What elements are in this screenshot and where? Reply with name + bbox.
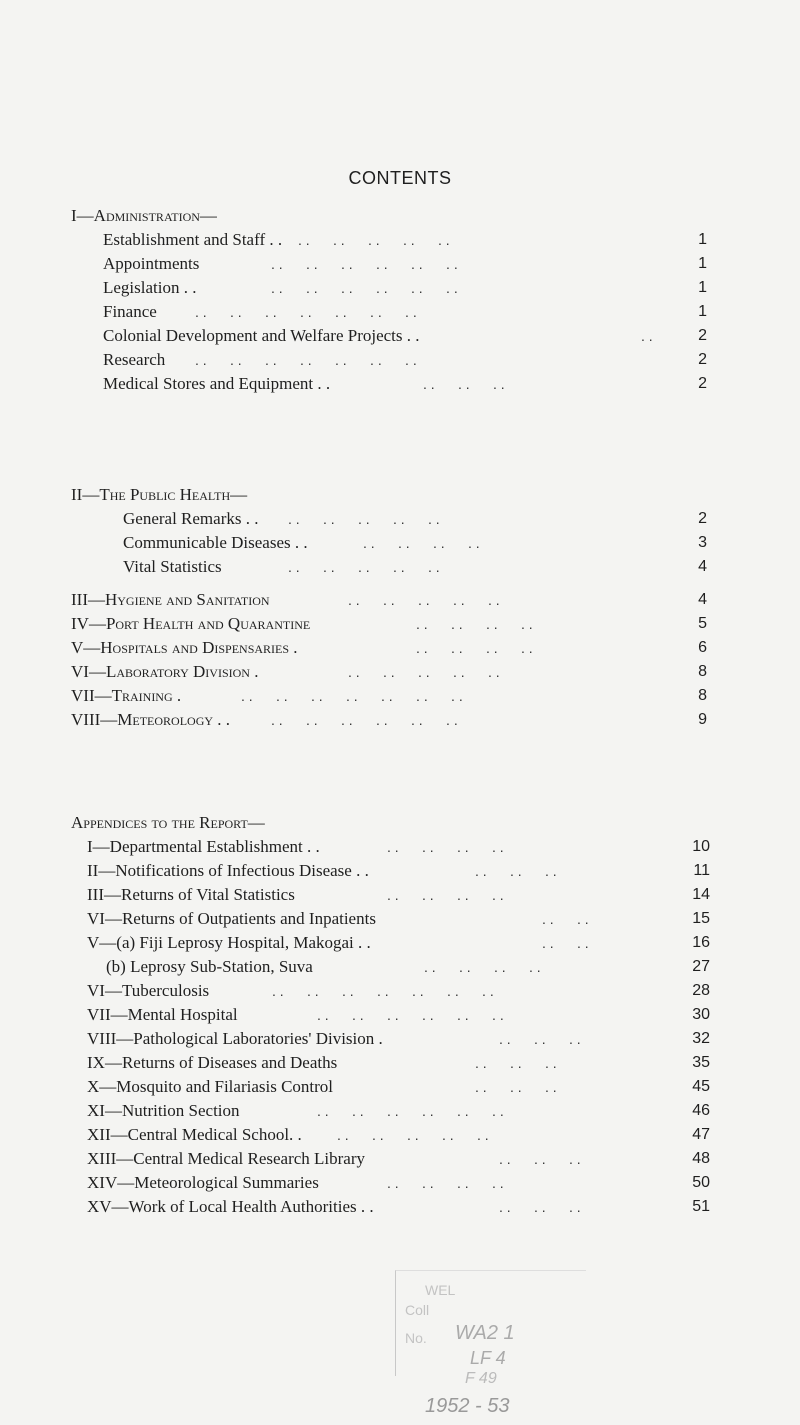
leader-dots: . . . . . . [423, 376, 505, 392]
leader-dots: . . . . . . . . . . . . . . [195, 304, 417, 320]
toc-entry-label: VIII—Meteorology . . [71, 710, 231, 729]
leader-dots: . . . . . . . . . . [348, 592, 500, 608]
leader-dots: . . . . . . . . . . [288, 511, 440, 527]
toc-entry-label: VII—Training . [71, 686, 182, 705]
leader-dots: . . . . . . . . . . . . [317, 1007, 504, 1023]
toc-entry[interactable] [87, 1099, 710, 1123]
toc-entry-page: 8 [698, 663, 707, 680]
toc-entry-page: 14 [692, 886, 710, 903]
toc-entry-label: V—Hospitals and Dispensaries . [71, 638, 298, 657]
toc-entry-page: 3 [698, 534, 707, 551]
toc-entry-page: 50 [692, 1174, 710, 1191]
toc-entry-page: 46 [692, 1102, 710, 1119]
leader-dots: . . . . . . . . [363, 535, 480, 551]
toc-entry-page: 10 [692, 838, 710, 855]
toc-entry-page: 6 [698, 639, 707, 656]
toc-entry-label: I—Departmental Establishment . . [87, 837, 320, 856]
toc-entry-page: 2 [698, 375, 707, 392]
leader-dots: . . . . . . . . . . . . [271, 712, 458, 728]
toc-entry-label: XII—Central Medical School. . [87, 1125, 302, 1144]
stamp-text: No. [405, 1330, 427, 1346]
toc-entry-label: XV—Work of Local Health Authorities . . [87, 1197, 374, 1216]
toc-entry[interactable] [87, 1147, 710, 1171]
toc-entry[interactable] [103, 276, 707, 300]
toc-entry-label: Research [103, 350, 166, 369]
toc-entry[interactable] [103, 324, 707, 348]
toc-entry-page: 2 [698, 510, 707, 527]
toc-entry[interactable] [71, 612, 707, 636]
toc-entry-label: IV—Port Health and Quarantine [71, 614, 311, 633]
leader-dots: . . . . . . . . . . [348, 664, 500, 680]
toc-entry-page: 1 [698, 231, 707, 248]
library-stamp [395, 1270, 595, 1417]
leader-dots: . . . . . . . . . . [337, 1127, 489, 1143]
toc-entry[interactable] [123, 555, 707, 579]
toc-entry[interactable] [87, 1075, 710, 1099]
leader-dots: . . . . . . . . . . [288, 559, 440, 575]
leader-dots: . . . . . . . . [416, 616, 533, 632]
leader-dots: . . . . . . [475, 863, 557, 879]
toc-entry-label: Establishment and Staff . . [103, 230, 283, 249]
toc-entry[interactable] [71, 588, 707, 612]
toc-entry[interactable] [87, 1003, 710, 1027]
leader-dots: . . . . . . [475, 1079, 557, 1095]
stamp-text: WEL [425, 1282, 456, 1298]
leader-dots: . . . . . . . . . . . . . . [272, 983, 494, 999]
toc-entry-label: Colonial Development and Welfare Projects . . [103, 326, 420, 345]
toc-entry[interactable] [71, 636, 707, 660]
toc-entry-label: VIII—Pathological Laboratories' Division . [87, 1029, 383, 1048]
leader-dots: . . . . . . [499, 1151, 581, 1167]
toc-entry[interactable] [106, 955, 710, 979]
handwritten-note: LF 4 [470, 1348, 506, 1368]
toc-entry-label: IX—Returns of Diseases and Deaths [87, 1053, 338, 1072]
toc-entry-page: 15 [692, 910, 710, 927]
handwritten-note: 1952 - 53 [425, 1395, 510, 1417]
toc-entry-page: 8 [698, 687, 707, 704]
toc-entry-label: Appointments [103, 254, 200, 273]
page-title: CONTENTS [348, 168, 452, 188]
toc-entry[interactable] [103, 252, 707, 276]
toc-entry-label: XI—Nutrition Section [87, 1101, 240, 1120]
toc-entry[interactable] [87, 1027, 710, 1051]
toc-entry-label: II—Notifications of Infectious Disease . . [87, 861, 369, 880]
toc-entry-label: Vital Statistics [123, 557, 222, 576]
toc-entry[interactable] [87, 1123, 710, 1147]
toc-entry-page: 30 [692, 1006, 710, 1023]
leader-dots: . . . . [542, 935, 589, 951]
leader-dots: . . . . . . . . . . . . . . [195, 352, 417, 368]
leader-dots: . . . . . . [499, 1031, 581, 1047]
toc-entry-page: 28 [692, 982, 710, 999]
leader-dots: . . . . . . [499, 1199, 581, 1215]
toc-entry-page: 32 [692, 1030, 710, 1047]
toc-entry[interactable] [103, 372, 707, 396]
toc-entry-label: V—(a) Fiji Leprosy Hospital, Makogai . . [87, 933, 371, 952]
toc-entry-page: 2 [698, 351, 707, 368]
toc-entry-label: VII—Mental Hospital [87, 1005, 238, 1024]
toc-entry-label: XIII—Central Medical Research Library [87, 1149, 366, 1168]
leader-dots: . . . . . . [475, 1055, 557, 1071]
toc-entry[interactable] [123, 531, 707, 555]
toc-entry-label: Legislation . . [103, 278, 197, 297]
toc-entry[interactable] [71, 660, 707, 684]
toc-entry-label: X—Mosquito and Filariasis Control [87, 1077, 334, 1096]
leader-dots: . . . . . . . . . . . . [271, 280, 458, 296]
toc-entry-label: III—Hygiene and Sanitation [71, 590, 270, 609]
toc-entry[interactable] [87, 1171, 710, 1195]
toc-entry-page: 16 [692, 934, 710, 951]
toc-entry[interactable] [87, 835, 710, 859]
leader-dots: . . . . . . . . . . . . [271, 256, 458, 272]
toc-entry-page: 35 [692, 1054, 710, 1071]
section-heading-public-health: II—The Public Health— [71, 485, 248, 504]
toc-entry-page: 2 [698, 327, 707, 344]
toc-entry-page: 27 [692, 958, 710, 975]
toc-entry-label: VI—Returns of Outpatients and Inpatients [87, 909, 376, 928]
toc-entry-page: 51 [692, 1198, 710, 1215]
toc-entry-label: VI—Tuberculosis [87, 981, 210, 1000]
leader-dots: . . . . . . . . [424, 959, 541, 975]
toc-entry-label: VI—Laboratory Division . [71, 662, 259, 681]
toc-entry-page: 1 [698, 279, 707, 296]
toc-entry-label: General Remarks . . [123, 509, 259, 528]
toc-entry[interactable] [87, 931, 710, 955]
toc-entry-label: (b) Leprosy Sub-Station, Suva [106, 957, 313, 976]
toc-entry[interactable] [87, 907, 710, 931]
handwritten-note: F 49 [465, 1370, 497, 1387]
toc-entry[interactable] [87, 883, 710, 907]
toc-entry-page: 1 [698, 255, 707, 272]
leader-dots: . . . . . . . . . . [298, 232, 450, 248]
leader-dots: . . [641, 328, 653, 344]
toc-entry[interactable] [87, 859, 710, 883]
handwritten-note: WA2 1 [455, 1322, 515, 1344]
toc-entry-page: 4 [698, 558, 707, 575]
toc-entry[interactable] [87, 979, 710, 1003]
leader-dots: . . . . . . . . . . . . [317, 1103, 504, 1119]
toc-entry-page: 9 [698, 711, 707, 728]
toc-entry-page: 48 [692, 1150, 710, 1167]
toc-entry-label: Medical Stores and Equipment . . [103, 374, 331, 393]
toc-entry-label: Communicable Diseases . . [123, 533, 308, 552]
toc-entry[interactable] [71, 708, 707, 732]
toc-entry[interactable] [103, 348, 707, 372]
leader-dots: . . . . . . . . . . . . . . [241, 688, 463, 704]
toc-entry-page: 5 [698, 615, 707, 632]
leader-dots: . . . . [542, 911, 589, 927]
leader-dots: . . . . . . . . [387, 887, 504, 903]
toc-entry-page: 1 [698, 303, 707, 320]
toc-entry-page: 47 [692, 1126, 710, 1143]
toc-entry[interactable] [71, 684, 707, 708]
toc-entry-label: III—Returns of Vital Statistics [87, 885, 295, 904]
leader-dots: . . . . . . . . [387, 1175, 504, 1191]
toc-entry-page: 4 [698, 591, 707, 608]
section-heading-administration: I—Administration— [71, 206, 217, 225]
leader-dots: . . . . . . . . [387, 839, 504, 855]
toc-entry-page: 11 [693, 862, 710, 879]
stamp-text: Coll [405, 1302, 430, 1318]
toc-entry[interactable] [87, 1195, 710, 1219]
leader-dots: . . . . . . . . [416, 640, 533, 656]
toc-entry-page: 45 [692, 1078, 710, 1095]
toc-entry[interactable] [123, 507, 707, 531]
toc-entry-label: XIV—Meteorological Summaries [87, 1173, 319, 1192]
toc-entry[interactable] [87, 1051, 710, 1075]
section-heading-appendices: Appendices to the Report— [71, 813, 265, 832]
toc-entry[interactable] [103, 228, 707, 252]
toc-entry-label: Finance [103, 302, 157, 321]
toc-entry[interactable] [103, 300, 707, 324]
